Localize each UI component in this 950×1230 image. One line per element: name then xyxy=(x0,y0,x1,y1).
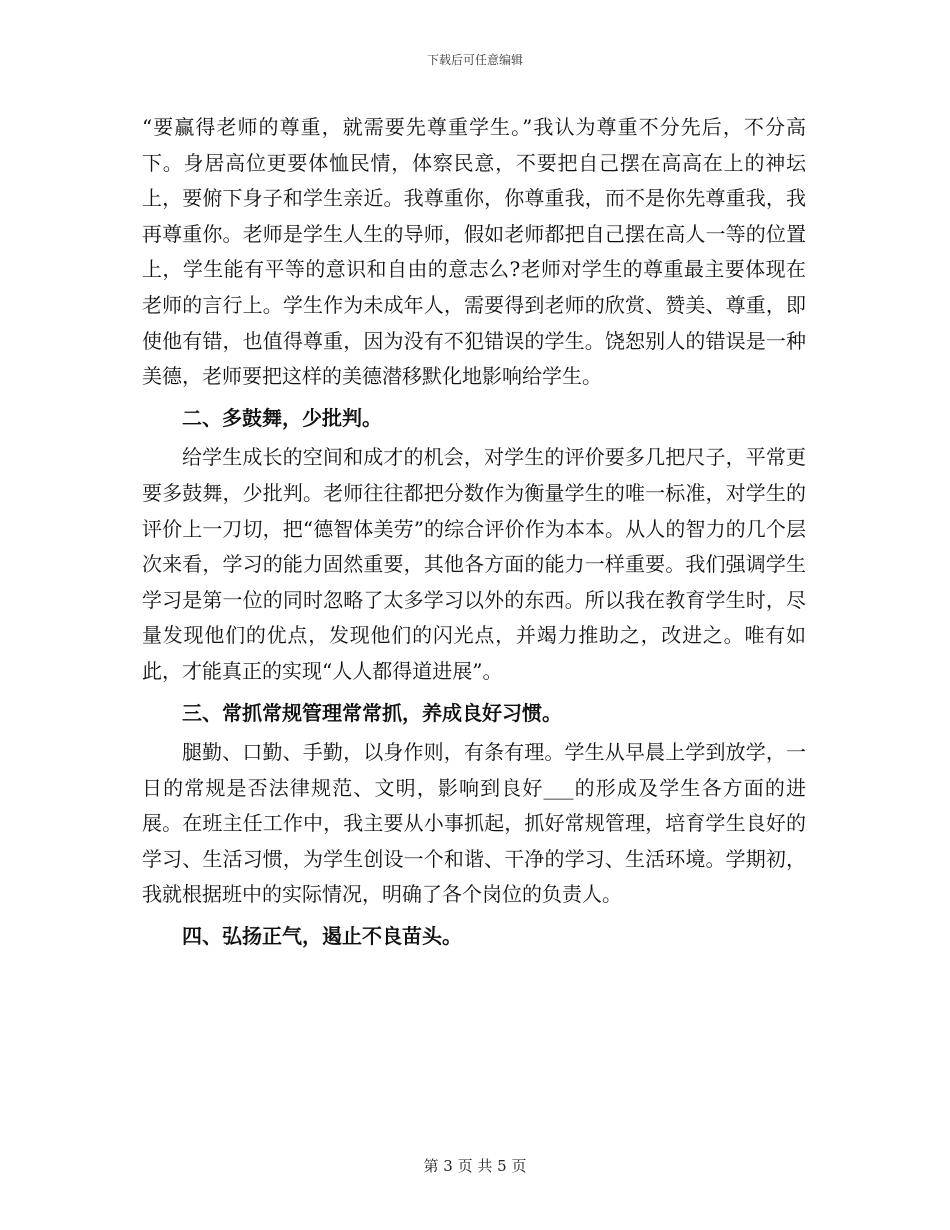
page-header: 下载后可任意编辑 xyxy=(426,53,523,67)
section-heading-encourage: 二、多鼓舞，少批判。 xyxy=(182,405,382,430)
section-heading-righteousness: 四、弘扬正气，遏止不良苗头。 xyxy=(182,924,462,949)
paragraph-encourage: 给学生成长的空间和成才的机会，对学生的评价要多几把尺子，平常更要多鼓舞，少批判。老师往往都把分数作为衡量学生的唯一标准，对学生的评价上一刀切，把“德智体美劳”的综合评价作为本本。从人的智力的几个层次来看，学习的能力固然重要，其他各方面的能力一样重要。我们强调学生学习是第一位的同时忽略了太多学习以外的东西。所以我在教育学生时，尽量发现他们的优点，发现他们的闪光点，并竭力推助之，改进之。唯有如此，才能真正的实现“人人都得道进展”。 xyxy=(142,445,806,683)
paragraph-routine: 腿勤、口勤、手勤，以身作则，有条有理。学生从早晨上学到放学，一日的常规是否法律规范、文明，影响到良好___的形成及学生各方面的进展。在班主任工作中，我主要从小事抓起，抓好常规管理，培育学生良好的学习、生活习惯，为学生创设一个和谐、干净的学习、生活环境。学期初，我就根据班中的实际情况，明确了各个岗位的负责人。 xyxy=(142,740,806,907)
paragraph-respect: “要赢得老师的尊重，就需要先尊重学生。”我认为尊重不分先后，不分高下。身居高位更要体恤民情，体察民意，不要把自己摆在高高在上的神坛上，要俯下身子和学生亲近。我尊重你，你尊重我，而不是你先尊重我，我再尊重你。老师是学生人生的导师，假如老师都把自己摆在高人一等的位置上，学生能有平等的意识和自由的意志么?老师对学生的尊重最主要体现在老师的言行上。学生作为未成年人，需要得到老师的欣赏、赞美、尊重，即使他有错，也值得尊重，因为没有不犯错误的学生。饶恕别人的错误是一种美德，老师要把这样的美德潜移默化地影响给学生。 xyxy=(142,115,806,389)
document-body xyxy=(142,110,806,959)
section-heading-routine: 三、常抓常规管理常常抓，养成良好习惯。 xyxy=(182,700,562,725)
page-number: 第 3 页 共 5 页 xyxy=(423,1157,527,1175)
